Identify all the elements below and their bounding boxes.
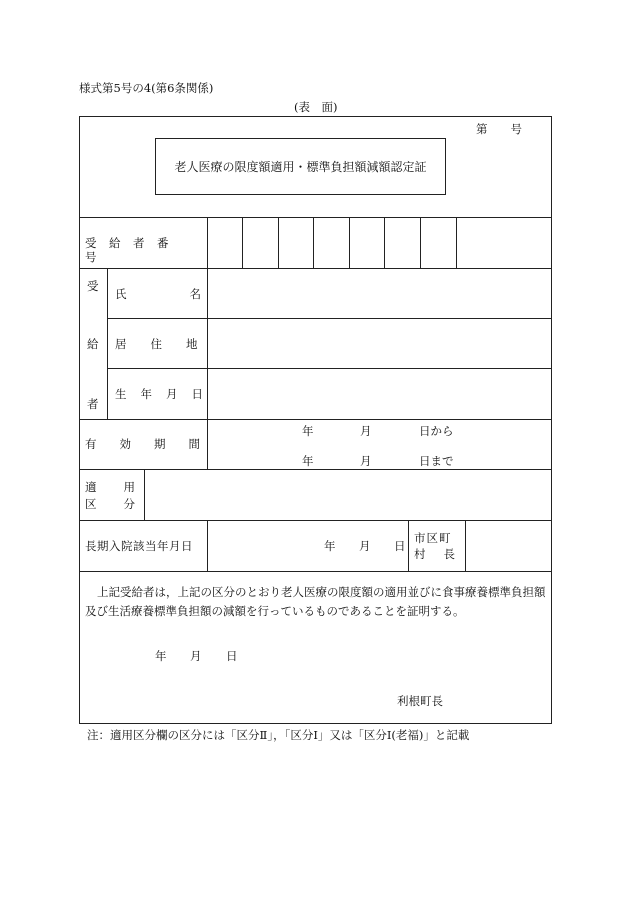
row-divider <box>79 419 552 420</box>
issue-day: 日 <box>226 649 238 663</box>
issue-month: 月 <box>190 649 202 663</box>
long-stay-year: 年 <box>324 539 336 553</box>
address-label: 居住地 <box>115 337 222 351</box>
footer-note: 注：適用区分欄の区分には「区分Ⅱ」，「区分Ⅰ」又は「区分Ⅰ(老福)」と記載 <box>87 728 470 742</box>
long-stay-day: 日 <box>394 539 406 553</box>
certification-text <box>85 583 547 621</box>
digit-box-divider <box>384 217 385 268</box>
digit-box-divider <box>349 217 350 268</box>
digit-box-divider <box>313 217 314 268</box>
recipient-vertical-char: 給 <box>87 337 99 351</box>
recipient-number-label-text: 受給者番号 <box>85 236 181 264</box>
form-number: 様式第5号の4(第6条関係) <box>79 81 214 95</box>
label-column-divider <box>207 520 208 571</box>
issuer: 利根町長 <box>397 694 443 708</box>
side-label: (表 面) <box>294 100 338 114</box>
recipient-vertical-char: 受 <box>87 279 99 293</box>
category-column-divider <box>144 469 145 520</box>
validity-to-year: 年 <box>302 454 314 468</box>
certificate-form <box>79 116 552 724</box>
municipality-divider <box>408 520 409 571</box>
issue-year: 年 <box>155 649 167 663</box>
row-divider <box>79 520 552 521</box>
row-divider <box>79 268 552 269</box>
municipality-line1: 市区町 <box>414 531 452 545</box>
certificate-number-label: 第 号 <box>476 122 522 136</box>
long-stay-label: 長期入院該当年月日 <box>85 539 193 553</box>
row-divider <box>107 368 552 369</box>
validity-label: 有効期間 <box>85 437 223 451</box>
certification-text-body: 上記受給者は，上記の区分のとおり老人医療の限度額の適用並びに食事療養標準負担額及び生活療養標準負担額の減額を行っているものであることを証明する。 <box>85 585 546 618</box>
recipient-vertical-char: 者 <box>87 397 99 411</box>
seal-divider <box>465 520 466 571</box>
category-label-line2: 区分 <box>85 497 162 511</box>
row-divider <box>79 469 552 470</box>
long-stay-month: 月 <box>359 539 371 553</box>
recipient-number-label <box>85 236 201 264</box>
recipient-block-divider <box>107 268 108 419</box>
digit-box-divider <box>242 217 243 268</box>
validity-from-month: 月 <box>360 424 372 438</box>
row-divider <box>79 217 552 218</box>
validity-from-year: 年 <box>302 424 314 438</box>
certificate-title-box <box>155 138 446 195</box>
category-label-line1: 適用 <box>85 480 162 494</box>
row-divider <box>107 318 552 319</box>
municipality-line2: 村長 <box>414 547 473 561</box>
birthdate-label: 生年月日 <box>115 387 217 401</box>
certificate-title: 老人医療の限度額適用・標準負担額減額認定証 <box>174 160 427 174</box>
digit-box-divider <box>420 217 421 268</box>
row-divider <box>79 571 552 572</box>
digit-box-divider <box>278 217 279 268</box>
name-label: 氏名 <box>115 287 264 301</box>
validity-from-day: 日から <box>419 424 454 438</box>
validity-to-day: 日まで <box>419 454 454 468</box>
digit-box-divider <box>456 217 457 268</box>
validity-to-month: 月 <box>360 454 372 468</box>
digit-box-divider <box>207 217 208 268</box>
